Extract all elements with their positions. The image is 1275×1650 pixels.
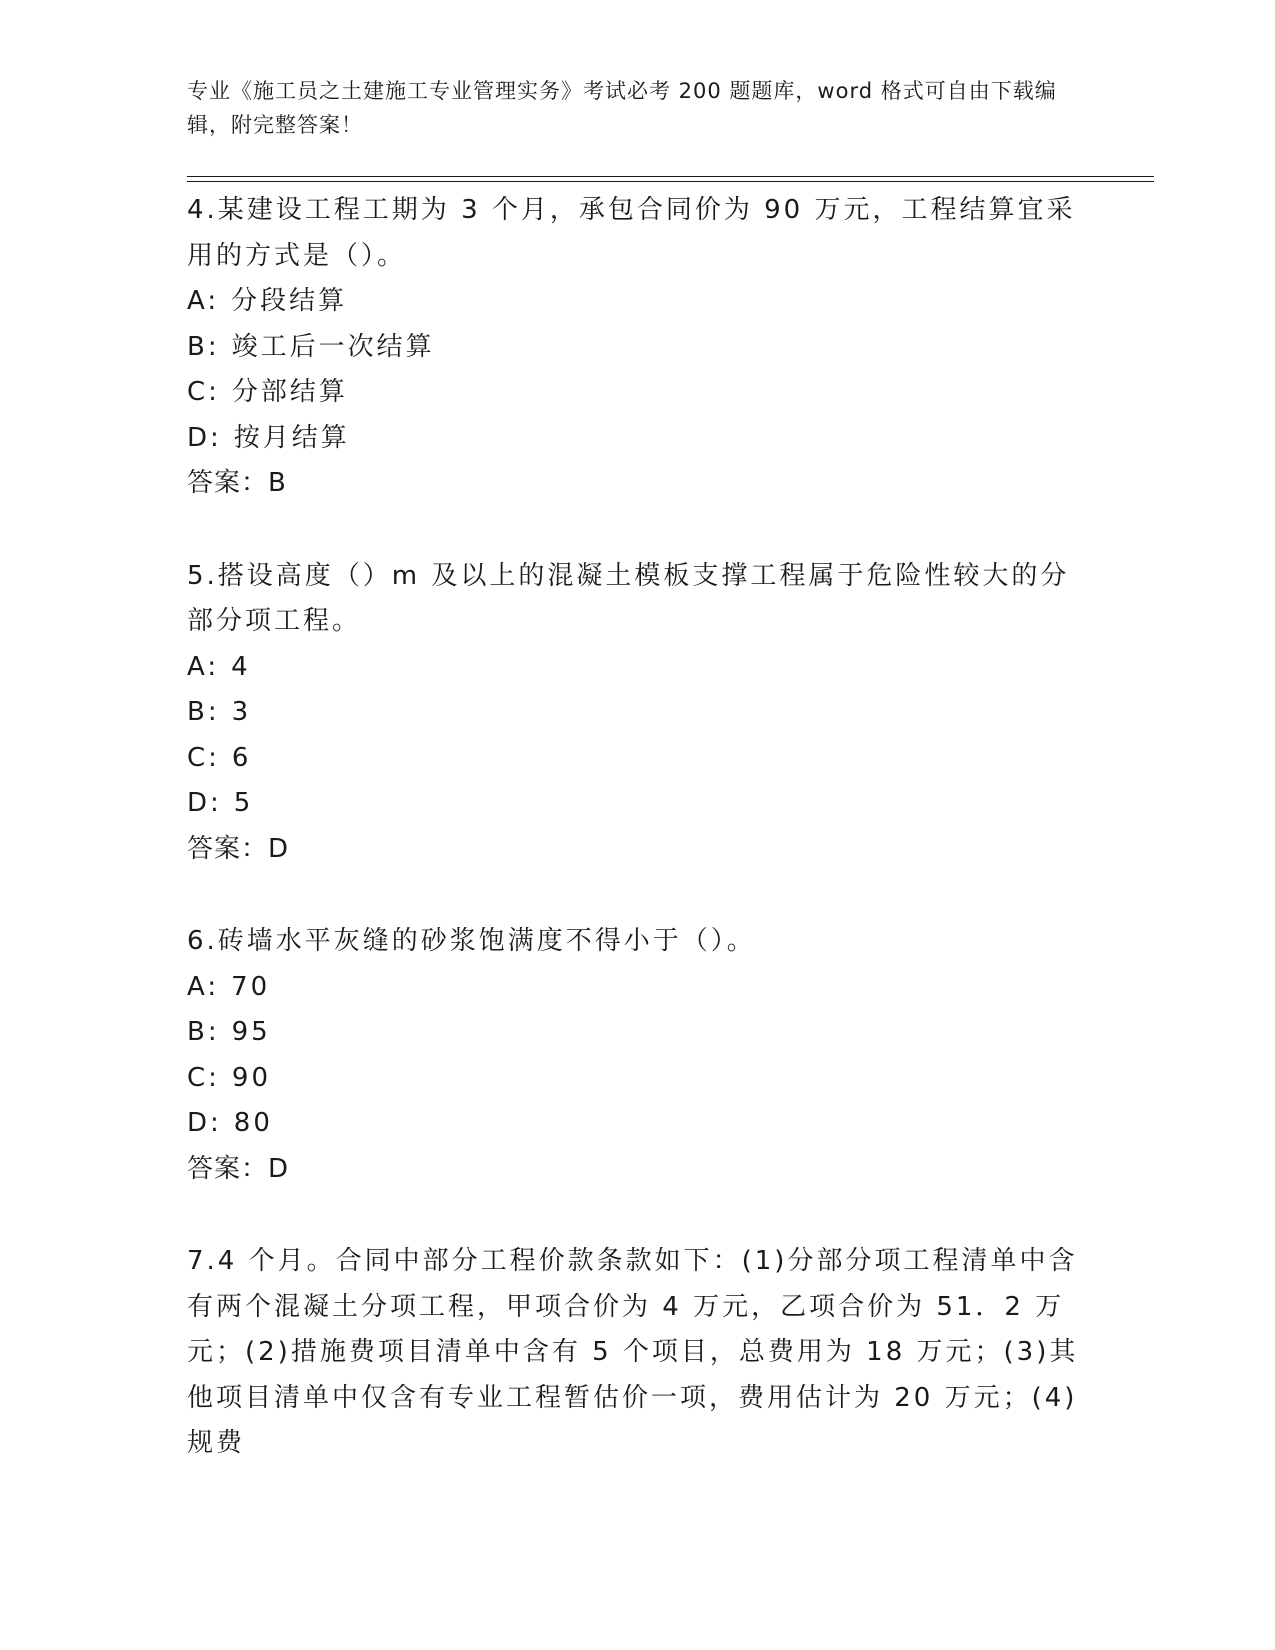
option-b bbox=[187, 690, 1087, 736]
option-b bbox=[187, 1010, 1087, 1056]
option-text: 竣工后一次结算 bbox=[231, 331, 435, 362]
question-stem: 4.某建设工程工期为 3 个月，承包合同价为 90 万元，工程结算宜采用的方式是（）。 bbox=[187, 195, 1076, 271]
option-key: C: bbox=[187, 377, 220, 407]
option-text: 80 bbox=[233, 1108, 273, 1138]
answer-label: 答案： bbox=[187, 1153, 269, 1184]
option-key: D: bbox=[187, 422, 222, 453]
header-divider-bottom bbox=[187, 181, 1154, 182]
option-text: 分部结算 bbox=[231, 377, 348, 407]
option-d bbox=[187, 781, 1087, 827]
question-stem: 5.搭设高度（）m 及以上的混凝土模板支撑工程属于危险性较大的分部分项工程。 bbox=[187, 560, 1070, 636]
question-6 bbox=[187, 919, 1087, 1192]
option-text: 5 bbox=[233, 788, 254, 818]
header-divider-top bbox=[187, 176, 1154, 177]
answer-label: 答案： bbox=[187, 833, 269, 864]
question-list bbox=[187, 188, 1087, 1467]
document-header-intro: 专业《施工员之土建施工专业管理实务》考试必考 200 题题库，word 格式可自由下载编辑，附完整答案！ bbox=[187, 79, 1057, 137]
option-text: 6 bbox=[231, 742, 252, 773]
option-text: 95 bbox=[231, 1017, 271, 1047]
question-stem: 7.4 个月。合同中部分工程价款条款如下：(1)分部分项工程清单中含有两个混凝土分项工程，甲项合价为 4 万元，乙项合价为 51．2 万元；(2)措施费项目清单中含有 5 个项目，总费用为 18 万元；(3)其他项目清单中仅含有专业工程暂估价一项，费用估计为 20 万元；(4)规费 bbox=[187, 1246, 1079, 1458]
option-key: B: bbox=[187, 697, 220, 727]
answer-value: D bbox=[268, 1153, 290, 1184]
option-a bbox=[187, 645, 1087, 691]
option-text: 90 bbox=[231, 1062, 272, 1093]
option-c bbox=[187, 1056, 1087, 1102]
answer-line bbox=[187, 1147, 1087, 1193]
option-text: 70 bbox=[231, 971, 271, 1002]
option-key: C: bbox=[187, 742, 220, 773]
option-key: B: bbox=[187, 331, 220, 362]
option-text: 按月结算 bbox=[233, 422, 350, 453]
option-text: 分段结算 bbox=[231, 286, 348, 316]
option-d bbox=[187, 416, 1087, 462]
answer-value: B bbox=[268, 468, 287, 498]
option-key: A: bbox=[187, 286, 220, 316]
option-c bbox=[187, 736, 1087, 782]
answer-line bbox=[187, 827, 1087, 873]
option-a bbox=[187, 279, 1087, 325]
answer-label: 答案： bbox=[187, 468, 269, 498]
option-key: B: bbox=[187, 1017, 220, 1047]
option-c bbox=[187, 370, 1087, 416]
option-key: A: bbox=[187, 651, 220, 682]
answer-line bbox=[187, 461, 1087, 507]
option-text: 3 bbox=[231, 697, 252, 727]
option-b bbox=[187, 325, 1087, 371]
option-text: 4 bbox=[231, 651, 251, 682]
option-key: C: bbox=[187, 1062, 220, 1093]
option-key: D: bbox=[187, 1108, 222, 1138]
question-stem: 6.砖墙水平灰缝的砂浆饱满度不得小于（）。 bbox=[187, 926, 756, 956]
option-key: A: bbox=[187, 971, 220, 1002]
option-a bbox=[187, 965, 1087, 1011]
option-d bbox=[187, 1101, 1087, 1147]
question-4 bbox=[187, 188, 1087, 507]
answer-value: D bbox=[268, 833, 290, 864]
option-key: D: bbox=[187, 788, 222, 818]
question-5 bbox=[187, 554, 1087, 873]
question-7 bbox=[187, 1239, 1087, 1467]
